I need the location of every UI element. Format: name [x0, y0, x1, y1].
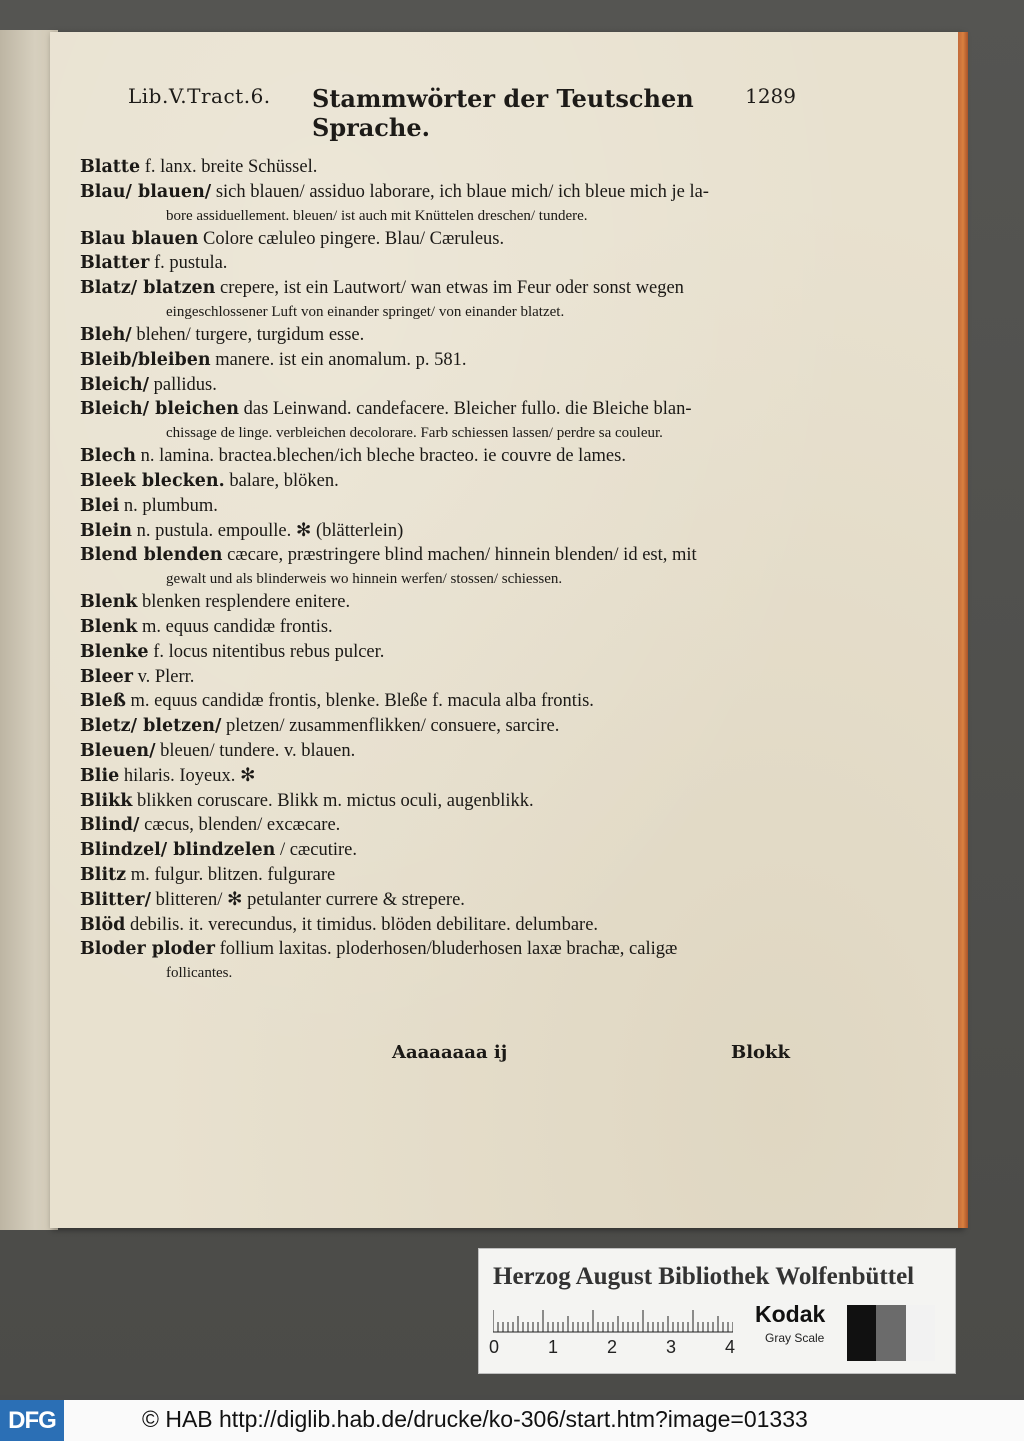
entry-definition: n. pustula. empoulle. ✻ (blätterlein): [131, 520, 404, 541]
entry-definition: follium laxitas. ploderhosen/bluderhosen laxæ brachæ, caligæ: [214, 939, 678, 960]
running-header: [80, 84, 796, 142]
dictionary-entry: [80, 323, 800, 348]
entry-headword: Blind/: [80, 815, 140, 836]
page-number: 1289: [745, 84, 796, 108]
entry-definition: sich blauen/ assiduo laborare, ich blaue mich/ ich bleue mich je la-: [211, 181, 709, 202]
dictionary-entry: [80, 469, 800, 494]
entry-definition: blehen/ turgere, turgidum esse.: [131, 324, 365, 345]
entry-continuation: follicantes.: [166, 965, 233, 982]
entry-headword: Blenke: [80, 641, 149, 662]
dictionary-entry: [80, 689, 800, 714]
entry-definition: crepere, ist ein Lautwort/ wan etwas im Feur oder sonst wegen: [215, 278, 684, 299]
entry-headword: Blein: [80, 520, 132, 541]
dictionary-entry: [80, 155, 800, 180]
entry-headword: Bloder ploder: [80, 939, 215, 960]
entry-headword: Blau/ blauen/: [80, 181, 212, 202]
copyright-bar: [0, 1400, 1024, 1441]
entry-definition: pletzen/ zusammenflikken/ consuere, sarcire.: [221, 716, 560, 737]
library-name: Herzog August Bibliothek Wolfenbüttel: [493, 1263, 915, 1290]
entry-headword: Blei: [80, 495, 120, 516]
entry-headword: Blitter/: [80, 889, 151, 910]
entry-headword: Bleß: [80, 691, 126, 712]
entry-headword: Blatter: [80, 253, 150, 274]
entry-headword: Bleek blecken.: [80, 470, 225, 491]
entry-continuation: eingeschlossener Luft von einander springet/ von einander blatzet.: [166, 303, 565, 320]
library-color-card: [478, 1248, 956, 1374]
entry-definition: f. pustula.: [149, 253, 228, 274]
entry-continuation: gewalt und als blinderweis wo hinnein werfen/ stossen/ schiessen.: [166, 571, 563, 588]
entry-headword: Blatz/ blatzen: [80, 278, 216, 299]
dictionary-entry: [80, 714, 800, 739]
dictionary-entry: [80, 863, 800, 888]
dictionary-entry: [80, 251, 800, 276]
entry-definition: n. plumbum.: [119, 495, 218, 516]
entry-definition: das Leinwand. candefacere. Bleicher fullo. die Bleiche blan-: [239, 399, 692, 420]
entry-headword: Bleuen/: [80, 740, 156, 761]
entry-headword: Blitz: [80, 864, 127, 885]
dictionary-entry: [80, 813, 800, 838]
dictionary-entry: [80, 373, 800, 398]
dictionary-entry: [80, 348, 800, 373]
entry-headword: Blikk: [80, 790, 133, 811]
dictionary-entry: [80, 615, 800, 640]
entry-definition: blikken coruscare. Blikk m. mictus oculi, augenblikk.: [132, 790, 534, 811]
dictionary-entry: [80, 665, 800, 690]
entry-headword: Bletz/ bletzen/: [80, 716, 222, 737]
catchword: Blokk: [730, 1042, 790, 1063]
swatch-black: [847, 1305, 876, 1361]
header-title: Stammwörter der Teutschen Sprache.: [312, 84, 694, 142]
entry-definition: balare, blöken.: [224, 470, 339, 491]
entry-headword: Bleib/bleiben: [80, 349, 211, 370]
entry-definition: Colore cæluleo pingere. Blau/ Cæruleus.: [198, 228, 505, 249]
entry-headword: Bleich/: [80, 374, 149, 395]
entry-headword: Blend blenden: [80, 545, 223, 566]
dictionary-entry: [80, 494, 800, 519]
dictionary-entry: [80, 739, 800, 764]
dictionary-entry: [80, 913, 800, 938]
entry-definition: m. equus candidæ frontis.: [137, 616, 333, 637]
entry-definition: f. lanx. breite Schüssel.: [140, 157, 318, 177]
ruler-number: 1: [548, 1337, 559, 1357]
entry-headword: Bleich/ bleichen: [80, 399, 239, 420]
entry-headword: Blenk: [80, 592, 138, 613]
ruler-scale: [493, 1303, 733, 1333]
entry-headword: Bleer: [80, 666, 133, 687]
entry-definition: cæcus, blenden/ excæcare.: [139, 815, 341, 836]
entry-definition: manere. ist ein anomalum. p. 581.: [210, 349, 467, 370]
page-edge-orange: [958, 32, 968, 1228]
ruler-number: 3: [666, 1337, 677, 1357]
dictionary-entry: [80, 764, 800, 789]
dfg-logo: DFG: [0, 1400, 64, 1441]
entry-headword: Blie: [80, 765, 120, 786]
dictionary-entry: [80, 888, 800, 913]
ruler-number: 4: [725, 1337, 736, 1357]
swatch-white: [906, 1305, 935, 1361]
entry-definition: f. locus nitentibus rebus pulcer.: [148, 641, 385, 662]
dictionary-entry: [80, 180, 800, 227]
entry-continuation: chissage de linge. verbleichen decolorare. Farb schiessen lassen/ perdre sa couleur.: [166, 425, 663, 442]
entry-definition: m. equus candidæ frontis, blenke. Bleße f. macula alba frontis.: [125, 691, 594, 712]
entry-definition: blenken resplendere enitere.: [137, 592, 351, 613]
dictionary-entry: [80, 789, 800, 814]
entry-headword: Blöd: [80, 914, 126, 935]
gray-scale-swatches: [847, 1305, 935, 1361]
entry-headword: Bleh/: [80, 324, 132, 345]
entry-definition: hilaris. Ioyeux. ✻: [119, 765, 256, 786]
ruler-number: 0: [489, 1337, 500, 1357]
entry-definition: cæcare, præstringere blind machen/ hinnein blenden/ id est, mit: [222, 545, 697, 566]
dictionary-entry: [80, 937, 800, 984]
entry-definition: pallidus.: [149, 374, 217, 395]
dictionary-entry: [80, 227, 800, 252]
entry-definition: debilis. it. verecundus, it timidus. blöden debilitare. delumbare.: [125, 914, 599, 935]
entry-headword: Blau blauen: [80, 228, 199, 249]
ruler-number: 2: [607, 1337, 618, 1357]
kodak-logo: Kodak: [755, 1301, 826, 1327]
dictionary-entry: [80, 397, 800, 444]
dictionary-entries: [80, 155, 800, 984]
entry-definition: bleuen/ tundere. v. blauen.: [155, 740, 356, 761]
page-footer: [80, 1042, 796, 1072]
dictionary-entry: [80, 444, 800, 469]
entry-headword: Blatte: [80, 157, 141, 177]
entry-headword: Blenk: [80, 616, 138, 637]
copyright-link[interactable]: © HAB http://diglib.hab.de/drucke/ko-306/start.htm?image=01333: [142, 1406, 808, 1432]
entry-headword: Blindzel/ blindzelen: [80, 840, 276, 861]
entry-definition: n. lamina. bractea.blechen/ich bleche bracteo. ie couvre de lames.: [135, 446, 626, 467]
entry-definition: v. Plerr.: [132, 666, 195, 687]
entry-headword: Blech: [80, 446, 136, 467]
dictionary-entry: [80, 838, 800, 863]
entry-definition: / cæcutire.: [275, 840, 358, 861]
dictionary-entry: [80, 590, 800, 615]
signature-mark: Aaaaaaaa ij: [392, 1042, 508, 1063]
dictionary-entry: [80, 519, 800, 544]
entry-definition: m. fulgur. blitzen. fulgurare: [126, 864, 336, 885]
swatch-gray: [876, 1305, 905, 1361]
dictionary-entry: [80, 640, 800, 665]
gray-scale-label: Gray Scale: [765, 1331, 825, 1345]
dictionary-entry: [80, 276, 800, 323]
header-section: Lib.V.Tract.6.: [128, 84, 271, 108]
dictionary-entry: [80, 543, 800, 590]
entry-continuation: bore assiduellement. bleuen/ ist auch mit Knüttelen dreschen/ tundere.: [166, 207, 588, 224]
entry-definition: blitteren/ ✻ petulanter currere & strepere.: [151, 889, 465, 910]
